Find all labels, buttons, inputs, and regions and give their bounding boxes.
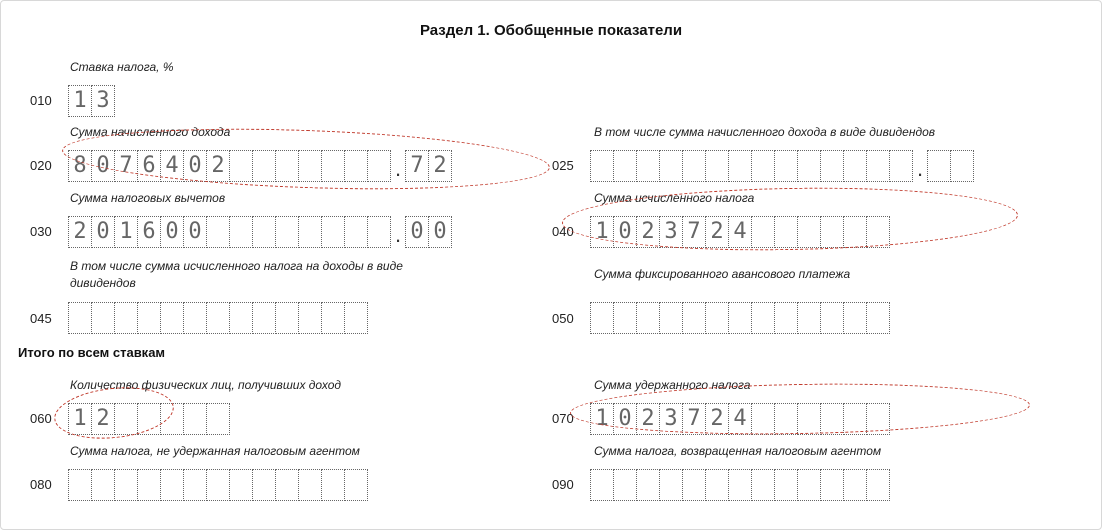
digit-cell[interactable]	[774, 150, 798, 182]
digit-cell[interactable]	[843, 403, 867, 435]
code-080: 080	[30, 477, 52, 492]
digit-cell[interactable]	[705, 150, 729, 182]
label-090: Сумма налога, возвращенная налоговым агентом	[594, 444, 882, 458]
digit-cell[interactable]	[705, 469, 729, 501]
digit-cell[interactable]	[275, 469, 299, 501]
digit-cell[interactable]	[275, 216, 299, 248]
digit-cell[interactable]: 0	[183, 150, 207, 182]
field-030[interactable]	[68, 216, 452, 248]
digit-cell[interactable]	[183, 403, 207, 435]
digit-cell[interactable]	[659, 150, 683, 182]
digit-cell[interactable]	[298, 216, 322, 248]
digit-cell[interactable]	[183, 302, 207, 334]
digit-cell[interactable]: 2	[68, 216, 92, 248]
digit-cell[interactable]	[751, 403, 775, 435]
label-020: Сумма начисленного дохода	[70, 125, 231, 139]
code-030: 030	[30, 224, 52, 239]
digit-cell[interactable]	[728, 469, 752, 501]
digit-cell[interactable]	[659, 302, 683, 334]
digit-cell[interactable]	[252, 469, 276, 501]
integer-part	[68, 216, 391, 248]
digit-cell[interactable]	[820, 302, 844, 334]
digit-cell[interactable]	[659, 469, 683, 501]
field-070[interactable]	[590, 403, 890, 435]
digit-cell[interactable]	[206, 216, 230, 248]
digit-cell[interactable]	[206, 469, 230, 501]
field-050[interactable]	[590, 302, 890, 334]
digit-cell[interactable]	[866, 403, 890, 435]
digit-cell[interactable]	[613, 150, 637, 182]
page-title: Раздел 1. Обобщенные показатели	[419, 22, 683, 39]
digit-cell[interactable]	[866, 150, 890, 182]
digit-cell[interactable]	[298, 302, 322, 334]
digit-cell[interactable]	[843, 302, 867, 334]
digit-cell[interactable]	[367, 150, 391, 182]
digit-cell[interactable]	[68, 302, 92, 334]
code-070: 070	[552, 411, 574, 426]
digit-cell[interactable]	[321, 216, 345, 248]
digit-cell[interactable]	[866, 216, 890, 248]
label-010: Ставка налога, %	[70, 60, 174, 74]
digit-cell[interactable]	[590, 302, 614, 334]
label-060: Количество физических лиц, получивших доход	[70, 378, 342, 392]
label-050: Сумма фиксированного авансового платежа	[594, 267, 851, 281]
digit-cell[interactable]: 1	[590, 216, 614, 248]
digit-cell[interactable]	[206, 403, 230, 435]
digit-cell[interactable]	[137, 403, 161, 435]
digit-cell[interactable]: 1	[114, 216, 138, 248]
digit-cell[interactable]	[705, 302, 729, 334]
decimal-part	[405, 150, 452, 182]
digit-cell[interactable]: 0	[91, 216, 115, 248]
digit-cell[interactable]: 1	[68, 403, 92, 435]
digit-cell[interactable]	[344, 150, 368, 182]
digit-cell[interactable]	[797, 150, 821, 182]
digit-cell[interactable]	[91, 302, 115, 334]
field-080[interactable]	[68, 469, 368, 501]
decimal-separator: .	[394, 156, 402, 181]
digit-cell[interactable]	[275, 302, 299, 334]
digit-cell[interactable]	[843, 216, 867, 248]
label-025: В том числе сумма начисленного дохода в виде дивидендов	[594, 125, 936, 139]
digit-cell[interactable]: 2	[705, 216, 729, 248]
field-060[interactable]	[68, 403, 230, 435]
digit-cell[interactable]: 0	[428, 216, 452, 248]
section-total-heading: Итого по всем ставкам	[18, 345, 166, 360]
digit-cell[interactable]	[774, 403, 798, 435]
digit-cell[interactable]: 2	[705, 403, 729, 435]
digit-cell[interactable]	[590, 469, 614, 501]
digit-cell[interactable]	[367, 216, 391, 248]
digit-cell[interactable]	[774, 302, 798, 334]
digit-cell[interactable]	[137, 469, 161, 501]
digit-cell[interactable]: 1	[590, 403, 614, 435]
digit-cell[interactable]: 0	[160, 216, 184, 248]
digit-cell[interactable]: 4	[728, 403, 752, 435]
digit-cell[interactable]	[229, 469, 253, 501]
code-060: 060	[30, 411, 52, 426]
digit-cell[interactable]	[321, 302, 345, 334]
digit-cell[interactable]	[682, 150, 706, 182]
digit-cell[interactable]	[843, 469, 867, 501]
digit-cell[interactable]: 8	[68, 150, 92, 182]
digit-cell[interactable]	[160, 302, 184, 334]
digit-cell[interactable]	[229, 216, 253, 248]
digit-cell[interactable]	[160, 469, 184, 501]
digit-cell[interactable]	[751, 216, 775, 248]
digit-cell[interactable]: 1	[68, 85, 92, 117]
decimal-part	[927, 150, 974, 182]
digit-cell[interactable]	[774, 469, 798, 501]
digit-cell[interactable]	[206, 302, 230, 334]
label-040: Сумма исчисленного налога	[594, 191, 755, 205]
digit-cell[interactable]	[866, 469, 890, 501]
digit-cell[interactable]	[927, 150, 951, 182]
digit-cell[interactable]	[252, 302, 276, 334]
digit-cell[interactable]: 2	[91, 403, 115, 435]
digit-cell[interactable]	[682, 469, 706, 501]
digit-cell[interactable]	[636, 150, 660, 182]
digit-cell[interactable]	[728, 302, 752, 334]
digit-cell[interactable]	[751, 302, 775, 334]
label-045-line2: дивидендов	[70, 276, 136, 290]
digit-cell[interactable]	[321, 150, 345, 182]
digit-cell[interactable]	[820, 216, 844, 248]
digit-cell[interactable]: 0	[183, 216, 207, 248]
digit-cell[interactable]: 0	[613, 403, 637, 435]
digit-cell[interactable]	[183, 469, 207, 501]
digit-cell[interactable]	[114, 403, 138, 435]
digit-cell[interactable]	[252, 216, 276, 248]
digit-cell[interactable]: 3	[91, 85, 115, 117]
integer-part	[590, 150, 913, 182]
field-040[interactable]	[590, 216, 890, 248]
digit-cell[interactable]	[774, 216, 798, 248]
digit-cell[interactable]: 0	[405, 216, 429, 248]
digit-cell[interactable]	[321, 469, 345, 501]
digit-cell[interactable]: 4	[728, 216, 752, 248]
digit-cell[interactable]	[889, 150, 913, 182]
field-010[interactable]	[68, 85, 115, 117]
digit-cell[interactable]	[820, 150, 844, 182]
digit-cell[interactable]	[820, 469, 844, 501]
decimal-separator: .	[916, 156, 924, 181]
digit-cell[interactable]	[229, 150, 253, 182]
digit-cell[interactable]	[298, 469, 322, 501]
digit-cell[interactable]: 7	[682, 403, 706, 435]
digit-cell[interactable]	[114, 469, 138, 501]
digit-cell[interactable]: 6	[137, 150, 161, 182]
digit-cell[interactable]	[137, 302, 161, 334]
digit-cell[interactable]	[91, 469, 115, 501]
digit-cell[interactable]	[275, 150, 299, 182]
digit-cell[interactable]	[682, 302, 706, 334]
code-045: 045	[30, 311, 52, 326]
digit-cell[interactable]	[344, 469, 368, 501]
digit-cell[interactable]	[613, 469, 637, 501]
field-025[interactable]	[590, 150, 974, 182]
label-045-line1: В том числе сумма исчисленного налога на доходы в виде	[70, 259, 403, 273]
digit-cell[interactable]: 2	[206, 150, 230, 182]
digit-cell[interactable]: 3	[659, 403, 683, 435]
digit-cell[interactable]	[344, 302, 368, 334]
code-050: 050	[552, 311, 574, 326]
digit-cell[interactable]: 7	[682, 216, 706, 248]
digit-cell[interactable]: 0	[613, 216, 637, 248]
digit-cell[interactable]: 6	[137, 216, 161, 248]
digit-cell[interactable]	[797, 403, 821, 435]
field-045[interactable]	[68, 302, 368, 334]
integer-part	[68, 150, 391, 182]
digit-cell[interactable]	[751, 150, 775, 182]
digit-cell[interactable]: 3	[659, 216, 683, 248]
digit-cell[interactable]	[843, 150, 867, 182]
field-020[interactable]	[68, 150, 452, 182]
code-020: 020	[30, 158, 52, 173]
digit-cell[interactable]	[114, 302, 138, 334]
digit-cell[interactable]	[797, 469, 821, 501]
digit-cell[interactable]: 7	[405, 150, 429, 182]
digit-cell[interactable]	[797, 302, 821, 334]
digit-cell[interactable]	[820, 403, 844, 435]
digit-cell[interactable]	[797, 216, 821, 248]
digit-cell[interactable]: 0	[91, 150, 115, 182]
digit-cell[interactable]	[613, 302, 637, 334]
code-090: 090	[552, 477, 574, 492]
digit-cell[interactable]: 2	[636, 403, 660, 435]
digit-cell[interactable]	[344, 216, 368, 248]
digit-cell[interactable]	[252, 150, 276, 182]
code-025: 025	[552, 158, 574, 173]
label-080: Сумма налога, не удержанная налоговым агентом	[70, 444, 360, 458]
digit-cell[interactable]: 4	[160, 150, 184, 182]
digit-cell[interactable]	[636, 302, 660, 334]
label-070: Сумма удержанного налога	[594, 378, 751, 392]
digit-cell[interactable]	[866, 302, 890, 334]
label-030: Сумма налоговых вычетов	[70, 191, 226, 205]
digit-cell[interactable]	[751, 469, 775, 501]
decimal-separator: .	[394, 222, 402, 247]
digit-cell[interactable]	[636, 469, 660, 501]
digit-cell[interactable]	[160, 403, 184, 435]
digit-cell[interactable]: 2	[636, 216, 660, 248]
digit-cell[interactable]	[950, 150, 974, 182]
digit-cell[interactable]	[298, 150, 322, 182]
digit-cell[interactable]	[590, 150, 614, 182]
field-090[interactable]	[590, 469, 890, 501]
digit-cell[interactable]	[728, 150, 752, 182]
digit-cell[interactable]: 2	[428, 150, 452, 182]
code-010: 010	[30, 93, 52, 108]
digit-cell[interactable]	[229, 302, 253, 334]
code-040: 040	[552, 224, 574, 239]
digit-cell[interactable]	[68, 469, 92, 501]
decimal-part	[405, 216, 452, 248]
digit-cell[interactable]: 7	[114, 150, 138, 182]
